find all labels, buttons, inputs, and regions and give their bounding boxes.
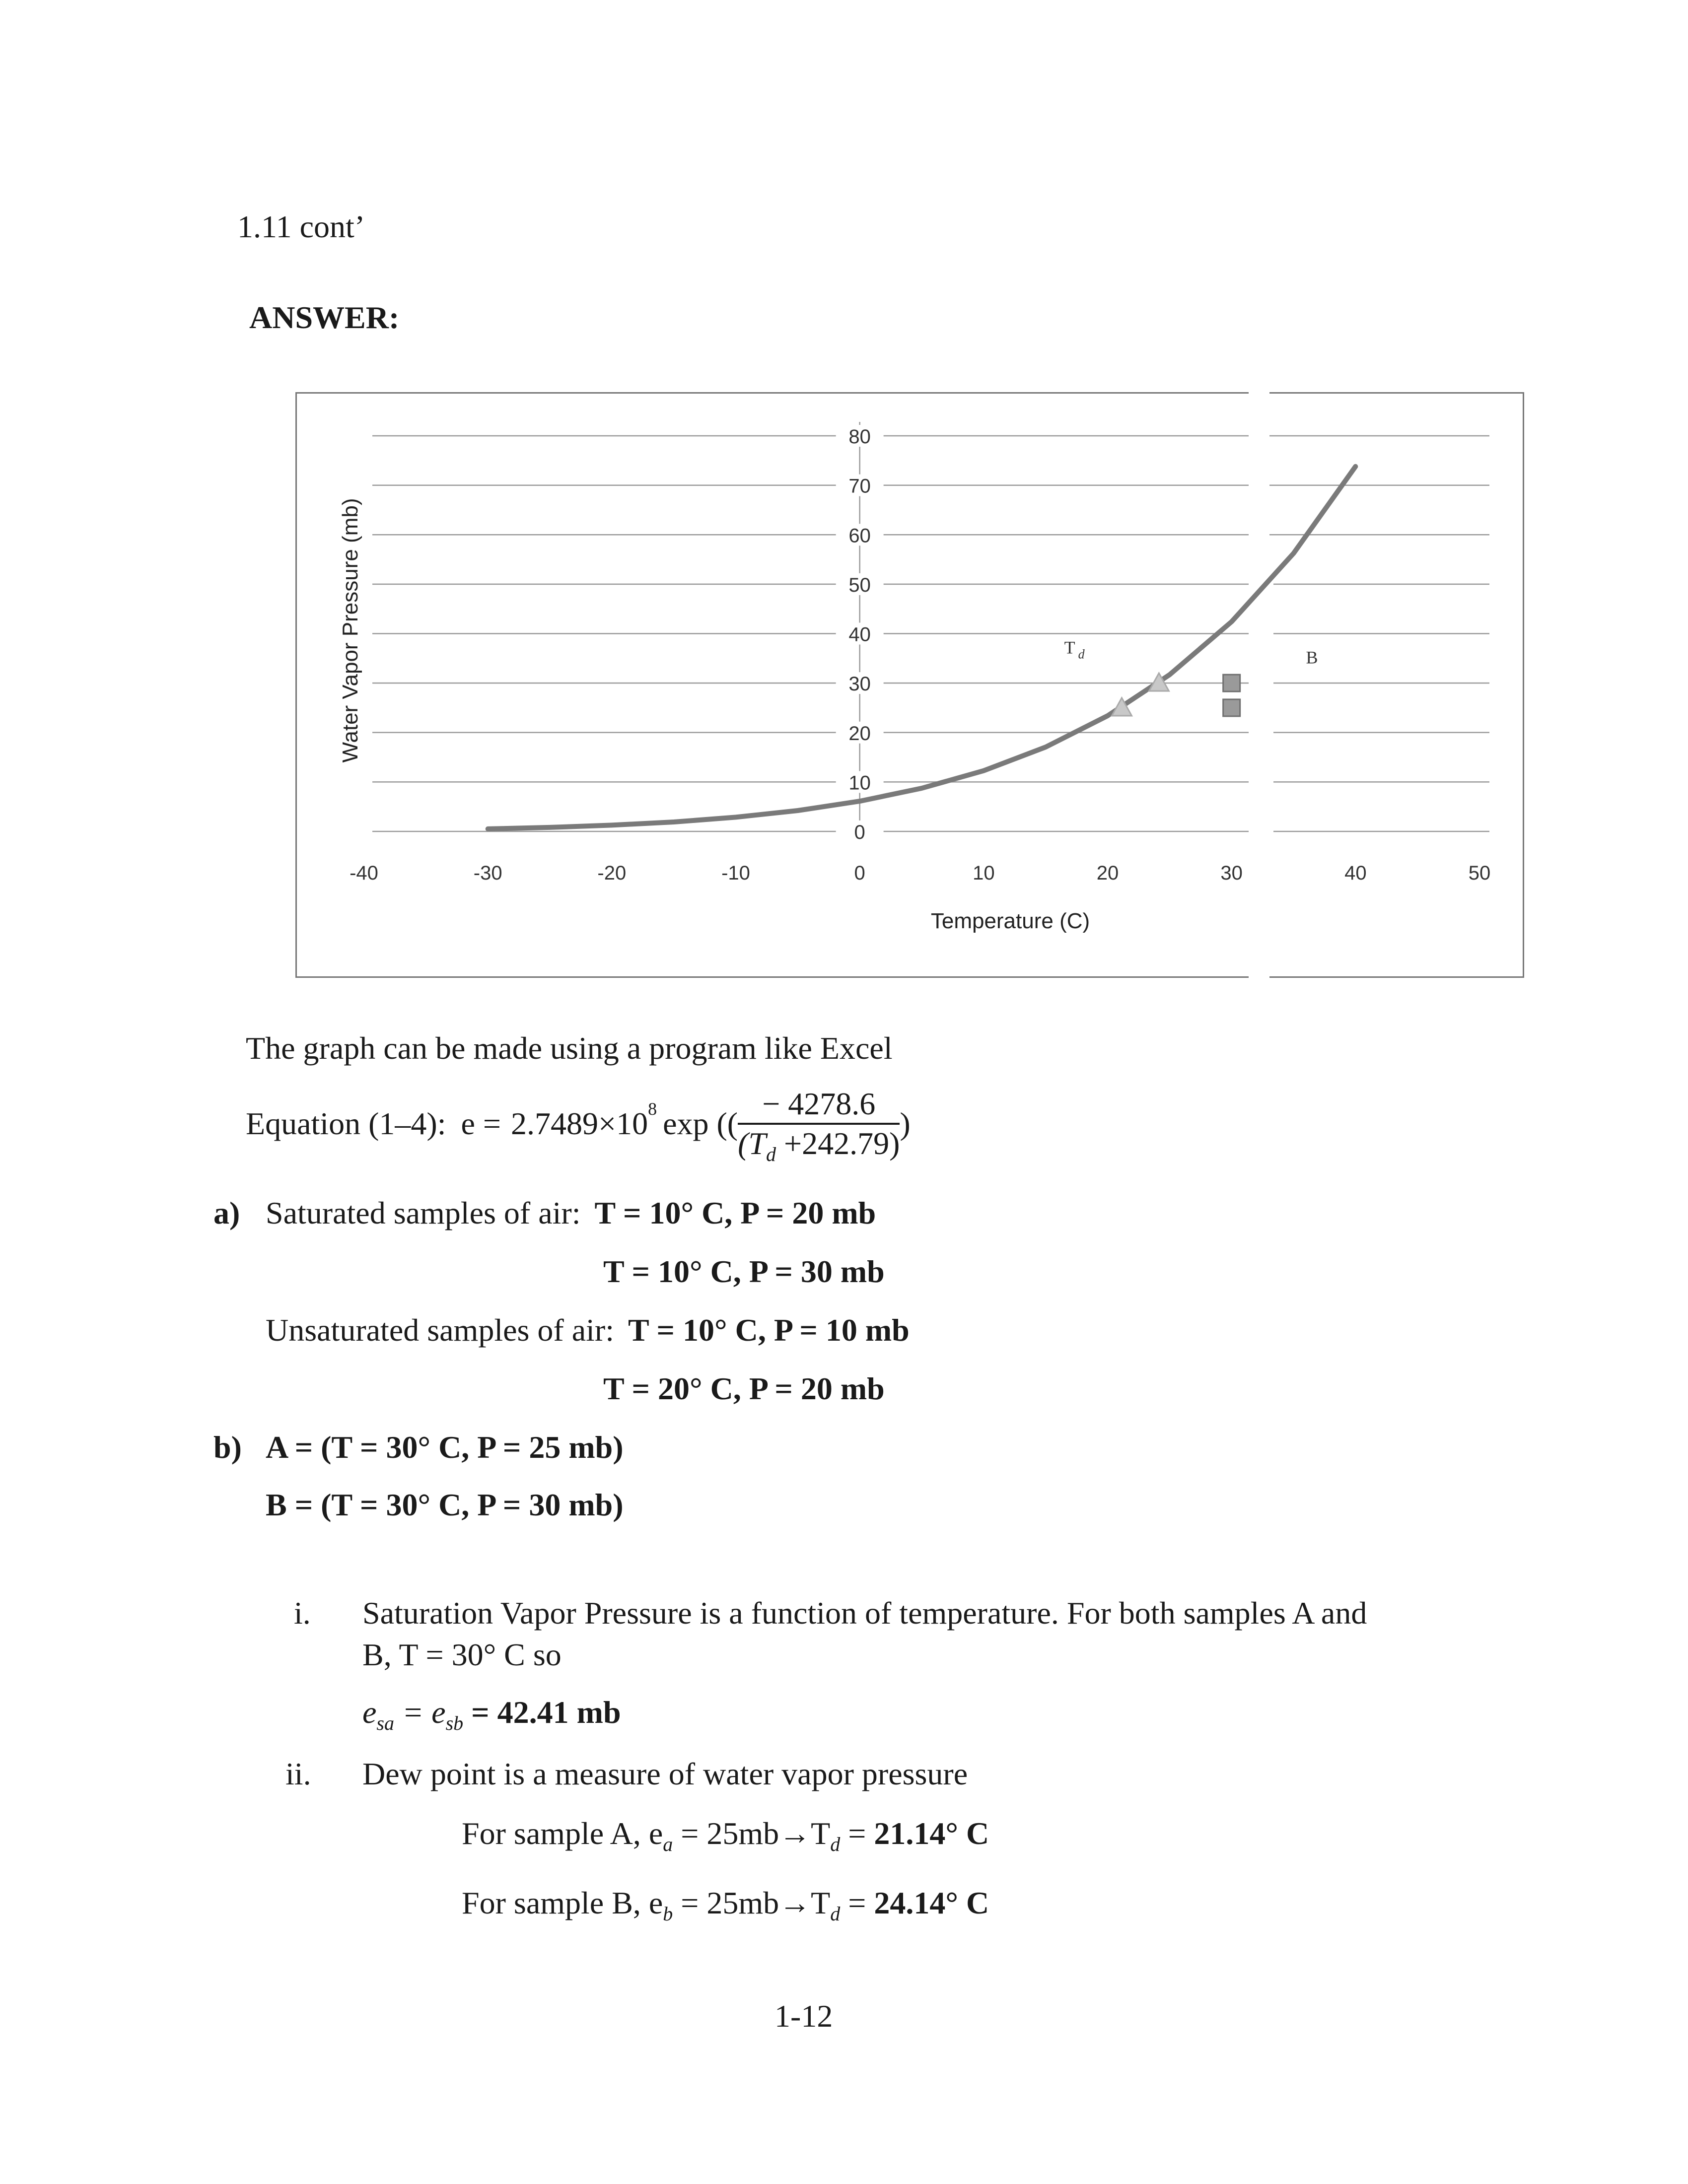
- equation-fraction: [738, 1086, 900, 1165]
- sample-b-lead: For sample B, e: [462, 1885, 663, 1920]
- sample-marker: [1223, 699, 1240, 716]
- y-tick-label: 30: [848, 673, 871, 695]
- saturation-value: = 42.41 mb: [463, 1695, 621, 1730]
- unsaturated-sample-1: T = 10° C, P = 10 mb: [628, 1312, 910, 1348]
- chart-annotation: B: [1306, 647, 1318, 668]
- equation-function: exp ((: [663, 1106, 738, 1141]
- unsaturated-lead: [266, 1314, 910, 1346]
- y-tick-label: 80: [848, 426, 871, 448]
- x-tick-label: -40: [350, 862, 378, 884]
- chart-annotation: T $_d$: [1064, 637, 1085, 662]
- saturated-lead-text: Saturated samples of air:: [266, 1195, 581, 1230]
- equation-numerator: − 4278.6: [738, 1088, 900, 1125]
- sample-a-sub-a: a: [663, 1833, 673, 1855]
- x-tick-label: 30: [1220, 862, 1243, 884]
- x-tick-label: 0: [854, 862, 865, 884]
- sample-b-sub-b: b: [663, 1903, 673, 1925]
- chart-x-tick-labels: [350, 862, 1490, 884]
- saturated-sample-1: T = 10° C, P = 20 mb: [594, 1195, 876, 1230]
- chart-annotation-subscript: d: [1078, 647, 1085, 662]
- unsaturated-lead-text: Unsaturated samples of air:: [266, 1312, 614, 1348]
- sample-b-definition: B = (T = 30° C, P = 30 mb): [266, 1487, 624, 1522]
- x-tick-label: -10: [721, 862, 750, 884]
- equation-denominator: [738, 1125, 900, 1165]
- esb-symbol: = e: [394, 1695, 446, 1730]
- sample-b-mid: = 25mb→T: [673, 1885, 831, 1920]
- intro-text: The graph can be made using a program like Excel: [246, 1030, 893, 1066]
- sample-a-mid: = 25mb→T: [673, 1816, 831, 1851]
- y-tick-label: 70: [848, 475, 871, 497]
- grid-gap: [1348, 779, 1517, 928]
- sample-a-equals: =: [840, 1816, 874, 1851]
- chart-series: [488, 467, 1356, 829]
- saturated-lead: [266, 1197, 876, 1229]
- chart-y-tick-labels: [836, 425, 884, 843]
- x-tick-label: 10: [973, 862, 995, 884]
- page-number: 1-12: [774, 1998, 833, 2034]
- part-b-label: b): [213, 1430, 242, 1465]
- x-tick-label: 40: [1344, 862, 1367, 884]
- equation-close: ): [900, 1106, 911, 1141]
- equation: [246, 1086, 911, 1165]
- equation-den-rest: +242.79): [776, 1126, 900, 1161]
- sample-b-equals: =: [840, 1885, 874, 1920]
- unsaturated-sample-2: T = 20° C, P = 20 mb: [603, 1371, 885, 1406]
- esb-subscript: sb: [445, 1712, 464, 1734]
- sample-a-dewpoint: [462, 1816, 989, 1855]
- y-tick-label: 40: [848, 623, 871, 646]
- answer-label: ANSWER:: [249, 300, 400, 335]
- equation-den-open: (T: [738, 1126, 766, 1161]
- y-tick-label: 0: [854, 821, 865, 843]
- sample-a-dewpoint-value: 21.14° C: [874, 1816, 989, 1851]
- y-tick-label: 50: [848, 574, 871, 596]
- x-tick-label: 50: [1468, 862, 1491, 884]
- item-i-line2: B, T = 30° C so: [362, 1637, 562, 1672]
- esa-subscript: sa: [376, 1712, 394, 1734]
- item-ii-number: ii.: [285, 1756, 311, 1791]
- y-tick-label: 60: [848, 525, 871, 547]
- item-i-number: i.: [294, 1595, 311, 1631]
- grid-gap: [1268, 541, 1273, 933]
- x-tick-label: 20: [1096, 862, 1119, 884]
- y-tick-label: 10: [848, 772, 871, 794]
- item-i-line1: Saturation Vapor Pressure is a function of temperature. For both samples A and: [362, 1595, 1367, 1631]
- section-header: 1.11 cont’: [237, 209, 365, 244]
- sample-a-sub-d: d: [830, 1833, 841, 1855]
- sample-marker: [1223, 675, 1240, 691]
- x-tick-label: -30: [473, 862, 502, 884]
- chart-y-axis-label: Water Vapor Pressure (mb): [338, 498, 362, 763]
- chart-x-axis-label: Temperature (C): [930, 909, 1090, 933]
- part-a-label: a): [213, 1195, 240, 1230]
- saturation-curve: [488, 467, 1356, 829]
- x-tick-label: -20: [597, 862, 627, 884]
- sample-a-definition: A = (T = 30° C, P = 25 mb): [266, 1430, 624, 1465]
- equation-exponent: 8: [648, 1099, 657, 1119]
- equation-lhs: e =: [461, 1106, 501, 1141]
- y-tick-label: 20: [848, 722, 871, 745]
- sample-b-dewpoint: [462, 1885, 989, 1925]
- esa-symbol: e: [362, 1695, 377, 1730]
- sample-b-sub-d: d: [830, 1903, 841, 1925]
- item-ii-line: Dew point is a measure of water vapor pressure: [362, 1756, 968, 1791]
- equation-den-sub: d: [766, 1143, 776, 1165]
- saturation-equation: [362, 1695, 621, 1734]
- sample-b-dewpoint-value: 24.14° C: [874, 1885, 989, 1920]
- sample-a-lead: For sample A, e: [462, 1816, 663, 1851]
- vapor-pressure-chart: [295, 392, 1524, 978]
- saturated-sample-2: T = 10° C, P = 30 mb: [603, 1254, 885, 1289]
- chart-annotations: [1064, 637, 1318, 667]
- grid-gap: [1249, 392, 1269, 978]
- equation-label: Equation (1–4):: [246, 1106, 446, 1141]
- equation-coefficient: 2.7489×10: [510, 1106, 648, 1141]
